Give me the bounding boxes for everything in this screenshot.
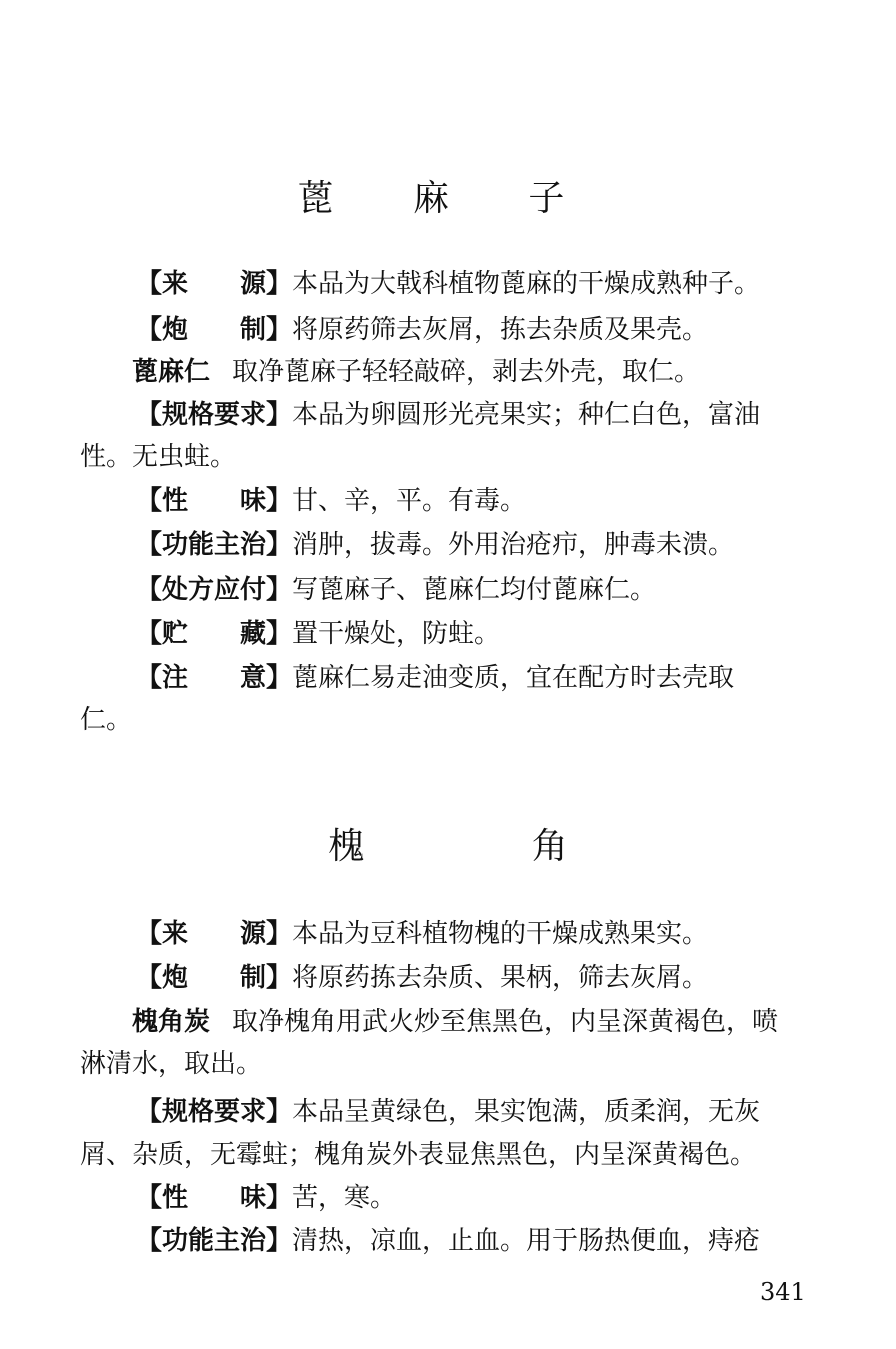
entry-function <box>80 1221 886 1261</box>
entry-spec <box>80 1092 886 1132</box>
entry-storage <box>80 614 886 654</box>
entry-text: 本品为大戟科植物蓖麻的干燥成熟种子。 <box>292 269 761 299</box>
entry-label: 【炮 制】 <box>136 315 293 345</box>
entry-text: 取净蓖麻子轻轻敲碎，剥去外壳，取仁。 <box>232 357 701 387</box>
entry-label: 【处方应付】 <box>136 575 293 605</box>
entry-text: 将原药拣去杂质、果柄，筛去灰屑。 <box>292 963 709 993</box>
entry-text: 仁。 <box>80 705 133 735</box>
entry-subhead: 槐角炭 <box>132 1007 211 1037</box>
entry-label: 【炮 制】 <box>136 963 293 993</box>
entry-subhead: 蓖麻仁 <box>132 357 211 387</box>
entry-label: 【贮 藏】 <box>136 619 293 649</box>
entry-text: 本品为卵圆形光亮果实；种仁白色，富油 <box>292 400 761 430</box>
entry-text: 苦，寒。 <box>292 1183 397 1213</box>
entry-text: 写蓖麻子、蓖麻仁均付蓖麻仁。 <box>292 575 657 605</box>
entry-continuation <box>80 437 830 477</box>
entry-spec <box>80 395 886 435</box>
entry-processing <box>80 310 886 350</box>
entry-processed-form <box>80 1002 882 1042</box>
entry-text: 取净槐角用武火炒至焦黑色，内呈深黄褐色，喷 <box>232 1007 779 1037</box>
entry-text: 蓖麻仁易走油变质，宜在配方时去壳取 <box>292 663 735 693</box>
entry-label: 【性 味】 <box>136 1183 293 1213</box>
entry-text: 屑、杂质，无霉蛀；槐角炭外表显焦黑色，内呈深黄褐色。 <box>80 1140 757 1170</box>
entry-text: 置干燥处，防蛀。 <box>292 619 501 649</box>
entry-label: 【来 源】 <box>136 919 293 949</box>
entry-processed-form <box>80 352 882 392</box>
entry-label: 【注 意】 <box>136 663 293 693</box>
entry-text: 淋清水，取出。 <box>80 1049 263 1079</box>
entry-label: 【功能主治】 <box>136 1226 293 1256</box>
entry-text: 清热，凉血，止血。用于肠热便血，痔疮 <box>292 1226 761 1256</box>
entry-label: 【性 味】 <box>136 486 293 516</box>
entry-text: 性。无虫蛀。 <box>80 442 237 472</box>
entry-label: 【功能主治】 <box>136 530 293 560</box>
entry-label: 【来 源】 <box>136 269 293 299</box>
entry-label: 【规格要求】 <box>136 400 293 430</box>
entry-nature-taste <box>80 481 886 521</box>
page-number: 341 <box>760 1278 806 1306</box>
entry-function <box>80 525 886 565</box>
entry-text: 本品为豆科植物槐的干燥成熟果实。 <box>292 919 709 949</box>
entry-prescription <box>80 570 886 610</box>
entry-label: 【规格要求】 <box>136 1097 293 1127</box>
entry-text: 将原药筛去灰屑，拣去杂质及果壳。 <box>292 315 709 345</box>
entry-text: 消肿，拔毒。外用治疮疖，肿毒未溃。 <box>292 530 735 560</box>
section-title-bimazi: 蓖 麻 子 <box>297 178 599 219</box>
entry-source <box>80 914 886 954</box>
entry-nature-taste <box>80 1178 886 1218</box>
entry-continuation <box>80 700 830 740</box>
entry-processing <box>80 958 886 998</box>
entry-continuation <box>80 1135 830 1175</box>
entry-text: 甘、辛，平。有毒。 <box>292 486 527 516</box>
section-title-huaijiao: 槐 角 <box>328 826 646 867</box>
entry-continuation <box>80 1044 830 1084</box>
entry-text: 本品呈黄绿色，果实饱满，质柔润，无灰 <box>292 1097 761 1127</box>
entry-source <box>80 264 886 304</box>
entry-caution <box>80 658 886 698</box>
